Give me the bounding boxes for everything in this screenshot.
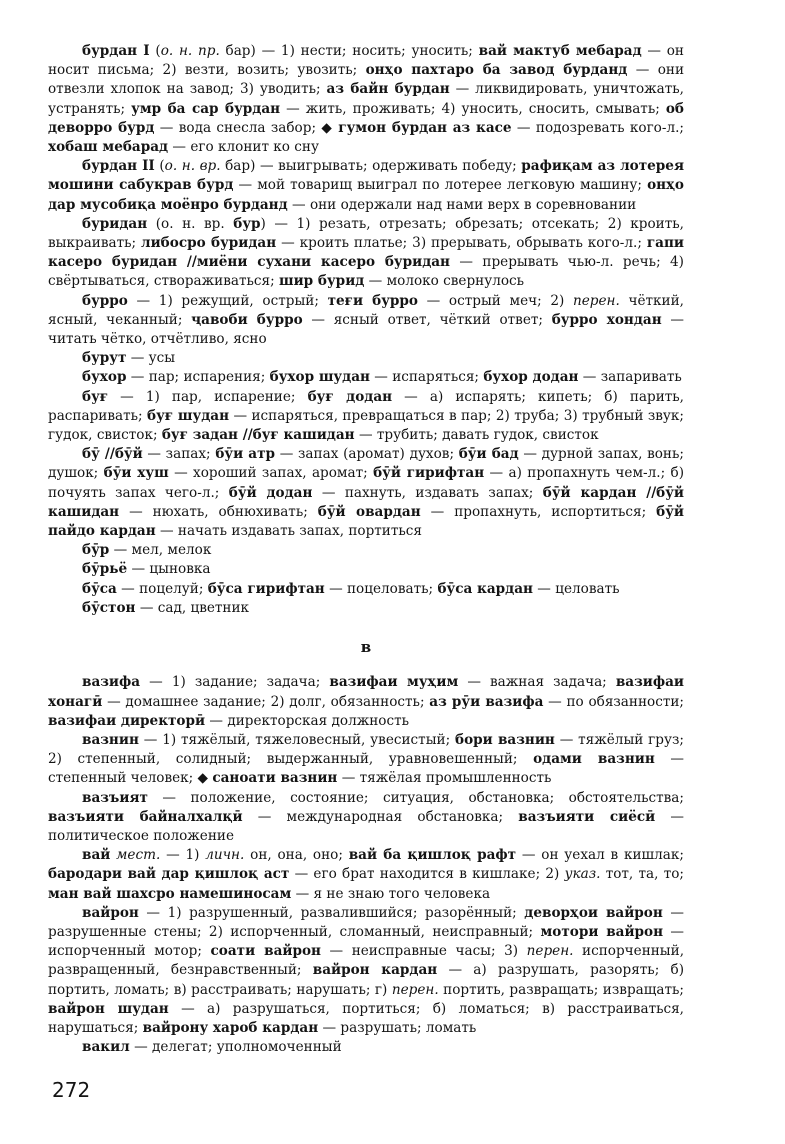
dictionary-entry-burye: бӯрьё — цыновка xyxy=(82,561,211,578)
dictionary-entry-vaziyat: вазъият — положение, состояние; ситуация, обстановка; обстоятельства; вазъияти байналхалқӣ — международная обстановка; вазъияти сиёсӣ — политическое положение xyxy=(48,789,684,844)
dictionary-entry-bukhor: бухор — пар; испарения; бухор шудан — испаряться; бухор додан — запаривать xyxy=(82,369,682,386)
dictionary-entry-burut: бурут — усы xyxy=(82,350,176,367)
dictionary-entry-burdan-1: бурдан I (о. н. пр. бар) — 1) нести; носить; уносить; вай мактуб мебарад — он носит письма; 2) везти, возить; увозить; онҳо пахтаро ба завод бурданд — они отвезли хлопок на завод; 3) уводить; аз байн бурдан — ликвидировать, уничтожать, устранять; умр ба сар бурдан — жить, проживать; 4) уносить, сносить, смывать; об деворро бурд — вода снесла забор; ◆ гумон бурдан аз касе — подозревать кого-л.; хобаш мебарад — его клонит ко сну xyxy=(48,43,685,156)
dictionary-entry-vakil: вакил — делегат; уполномоченный xyxy=(82,1039,342,1056)
dictionary-entry-bugh: буғ — 1) пар, испарение; буғ додан — а) испарять; кипеть; б) парить, распаривать; буғ шудан — испаряться, превращаться в пар; 2) труба; 3) трубный звук; гудок, свисток; буғ задан //буғ кашидан — трубить; давать гудок, свисток xyxy=(48,388,685,444)
section-letter-heading: в xyxy=(360,638,372,657)
entries-letter-b xyxy=(48,42,684,618)
dictionary-entry-vay: вай мест. — 1) личн. он, она, оно; вай ба қишлоқ рафт — он уехал в кишлак; бародари вай дар қишлоқ аст — его брат находится в кишлаке; 2) указ. тот, та, то; ман вай шахсро намешиносам — я не знаю того человека xyxy=(48,847,684,902)
dictionary-entry-buston: бӯстон — сад, цветник xyxy=(82,599,250,616)
dictionary-entry-bu: бӯ //бӯй — запах; бӯи атр — запах (аромат) духов; бӯи бад — дурной запах, вонь; душок; бӯи хуш — хороший запах, аромат; бӯй гирифтан — а) пропахнуть чем-л.; б) почуять запах чего-л.; бӯй додан — пахнуть, издавать запах; бӯй кардан //бӯй кашидан — нюхать, обнюхивать; бӯй овардан — пропахнуть, испортиться; бӯй пайдо кардан — начать издавать запах, портиться xyxy=(48,446,685,540)
dictionary-entry-bur: бӯр — мел, мелок xyxy=(82,542,212,559)
entries-column xyxy=(48,42,684,1057)
dictionary-entry-vaznin: вазнин — 1) тяжёлый, тяжеловесный, увесистый; бори вазнин — тяжёлый груз; 2) степенный, солидный; выдержанный, уравновешенный; одами вазнин — степенный человек; ◆ саноати вазнин — тяжёлая промышленность xyxy=(48,731,684,787)
dictionary-entry-vayron: вайрон — 1) разрушенный, развалившийся; разорённый; деворҳои вайрон — разрушенные стены; 2) испорченный, сломанный, неисправный; мотори вайрон — испорченный мотор; соати вайрон — неисправные часы; 3) перен. испорченный, развращенный, безнравственный; вайрон кардан — а) разрушать, разорять; б) портить, ломать; в) расстраивать; нарушать; г) перен. портить, развращать; извращать; вайрон шудан — а) разрушаться, портиться; б) ломаться; в) расстраиваться, нарушаться; вайрону хароб кардан — разрушать; ломать xyxy=(48,904,685,1036)
dictionary-entry-burro: бурро — 1) режущий, острый; теғи бурро — острый меч; 2) перен. чёткий, ясный, чеканный; ҷавоби бурро — ясный ответ, чёткий ответ; бурро хондан — читать чётко, отчётливо, ясно xyxy=(48,292,684,348)
page-number: 272 xyxy=(52,1078,91,1102)
entries-letter-v xyxy=(48,673,684,1057)
dictionary-entry-burdan-2: бурдан II (о. н. вр. бар) — выигрывать; одерживать победу; рафиқам аз лотерея мошини сабукрав бурд — мой товарищ выиграл по лотерее легковую машину; онҳо дар мусобиқа моёнро бурданд — они одержали над нами верх в соревновании xyxy=(48,158,685,213)
dictionary-entry-buridan: буридан (о. н. вр. бур) — 1) резать, отрезать; обрезать; отсекать; 2) кроить, выкраивать; либосро буридан — кроить платье; 3) прерывать, обрывать кого-л.; гапи касеро буридан //миёни сухани касеро буридан — прерывать чью-л. речь; 4) свёртываться, створаживаться; шир бурид — молоко свернулось xyxy=(48,215,684,290)
dictionary-entry-busa: бӯса — поцелуй; бӯса гирифтан — поцеловать; бӯса кардан — целовать xyxy=(82,580,620,597)
dictionary-entry-vazifa: вазифа — 1) задание; задача; вазифаи муҳим — важная задача; вазифаи хонагӣ — домашнее задание; 2) долг, обязанность; аз рӯи вазифа — по обязанности; вазифаи директорӣ — директорская должность xyxy=(48,674,684,729)
